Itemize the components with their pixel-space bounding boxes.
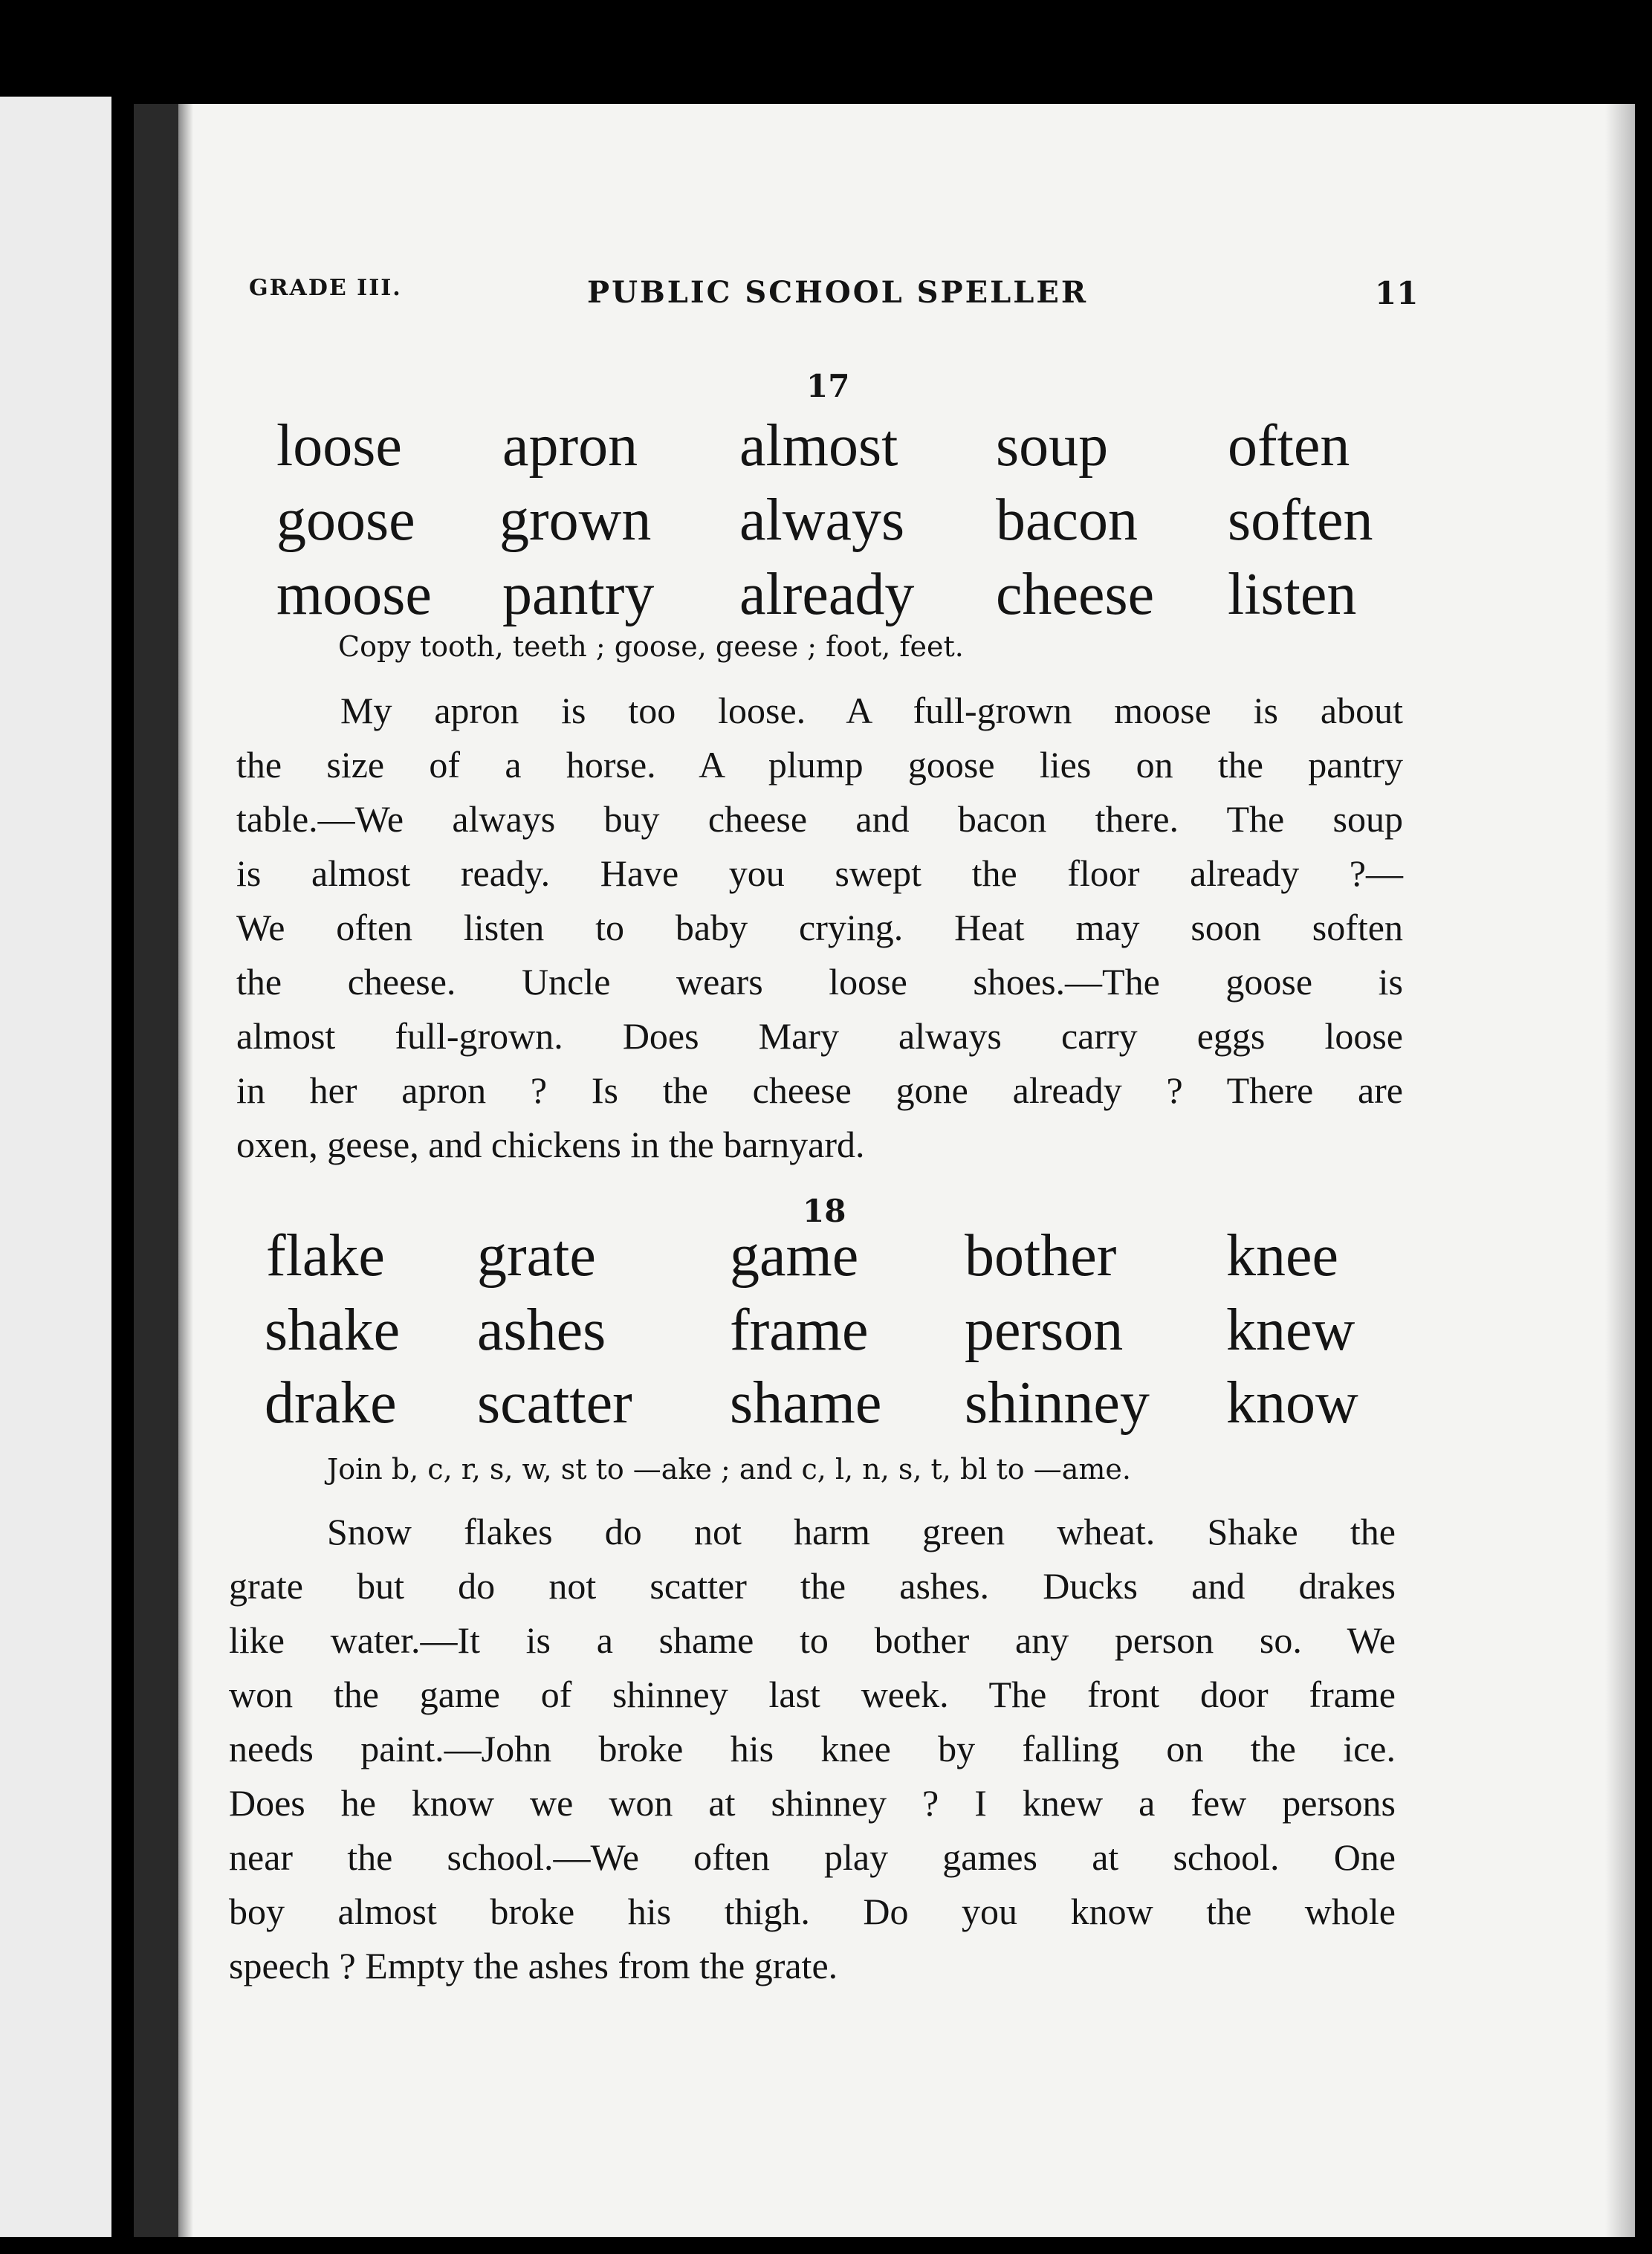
paragraph-line: almost full-grown. Does Mary always carry eggs loose [236,1015,1403,1057]
spelling-word: cheese [996,562,1155,627]
spelling-word: know [1226,1370,1358,1436]
paragraph-line: near the school.—We often play games at school. One [229,1836,1396,1878]
spelling-word: loose [276,413,402,479]
adjacent-page-edge [0,97,111,2237]
paragraph-line: the cheese. Uncle wears loose shoes.—The goose is [236,961,1403,1003]
spelling-word: moose [276,562,432,627]
running-head-title: PUBLIC SCHOOL SPELLER [587,275,1089,310]
spelling-word: bother [965,1223,1117,1289]
paragraph-line: needs paint.—John broke his knee by falling on the ice. [229,1728,1396,1769]
spelling-word: shake [265,1298,401,1363]
lesson-instruction: Copy tooth, teeth ; goose, geese ; foot, feet. [338,630,964,663]
spelling-word: flake [266,1223,385,1289]
spelling-word: drake [265,1370,397,1436]
paragraph-line: speech ? Empty the ashes from the grate. [229,1945,838,1986]
page-edge-shadow [1605,104,1635,2237]
spelling-word: often [1228,413,1350,479]
paragraph-line: the size of a horse. A plump goose lies on the pantry [236,744,1403,786]
spelling-word: game [730,1223,859,1289]
book-gutter [134,104,178,2237]
paragraph-line: grate but do not scatter the ashes. Ducks and drakes [229,1565,1396,1607]
spelling-word: bacon [996,488,1138,553]
spelling-word: soup [996,413,1109,479]
paragraph-line: My apron is too loose. A full-grown moose is about [340,690,1403,731]
spelling-word: grown [499,488,652,553]
running-head-grade: GRADE III. [249,275,402,301]
spelling-word: pantry [502,562,655,627]
paragraph-line: Snow flakes do not harm green wheat. Shake the [327,1511,1396,1552]
lesson-paragraph [229,1505,1396,1993]
spelling-word: scatter [477,1370,632,1436]
paragraph-line: like water.—It is a shame to bother any person so. We [229,1619,1396,1661]
spelling-word: listen [1228,562,1357,627]
spelling-word: knew [1226,1298,1355,1363]
lesson-number: 17 [806,368,850,404]
spelling-word: shame [730,1370,882,1436]
spelling-word: frame [730,1298,869,1363]
spelling-word: knee [1226,1223,1339,1289]
spelling-word: almost [739,413,898,479]
spelling-word: always [739,488,905,553]
gutter-shadow [178,104,193,2237]
paragraph-line: oxen, geese, and chickens in the barnyard. [236,1124,865,1165]
spelling-word: person [965,1298,1124,1363]
paragraph-line: Does he know we won at shinney ? I knew a few persons [229,1782,1396,1824]
paragraph-line: boy almost broke his thigh. Do you know the whole [229,1891,1396,1932]
lesson-paragraph [236,684,1403,1172]
paragraph-line: won the game of shinney last week. The front door frame [229,1674,1396,1715]
spelling-word: ashes [477,1298,606,1363]
page-number: 11 [1375,275,1419,311]
paragraph-line: in her apron ? Is the cheese gone already ? There are [236,1069,1403,1111]
spelling-word: shinney [965,1370,1150,1436]
spelling-word: grate [477,1223,596,1289]
spelling-word: goose [276,488,415,553]
spelling-word: apron [502,413,638,479]
paragraph-line: We often listen to baby crying. Heat may soon soften [236,907,1403,948]
lesson-number: 18 [803,1193,846,1229]
spelling-word: already [739,562,915,627]
lesson-instruction: Join b, c, r, s, w, st to —ake ; and c, l, n, s, t, bl to —ame. [327,1453,1131,1486]
spelling-word: soften [1228,488,1373,553]
paragraph-line: is almost ready. Have you swept the floor already ?— [236,852,1403,894]
paragraph-line: table.—We always buy cheese and bacon there. The soup [236,798,1403,840]
